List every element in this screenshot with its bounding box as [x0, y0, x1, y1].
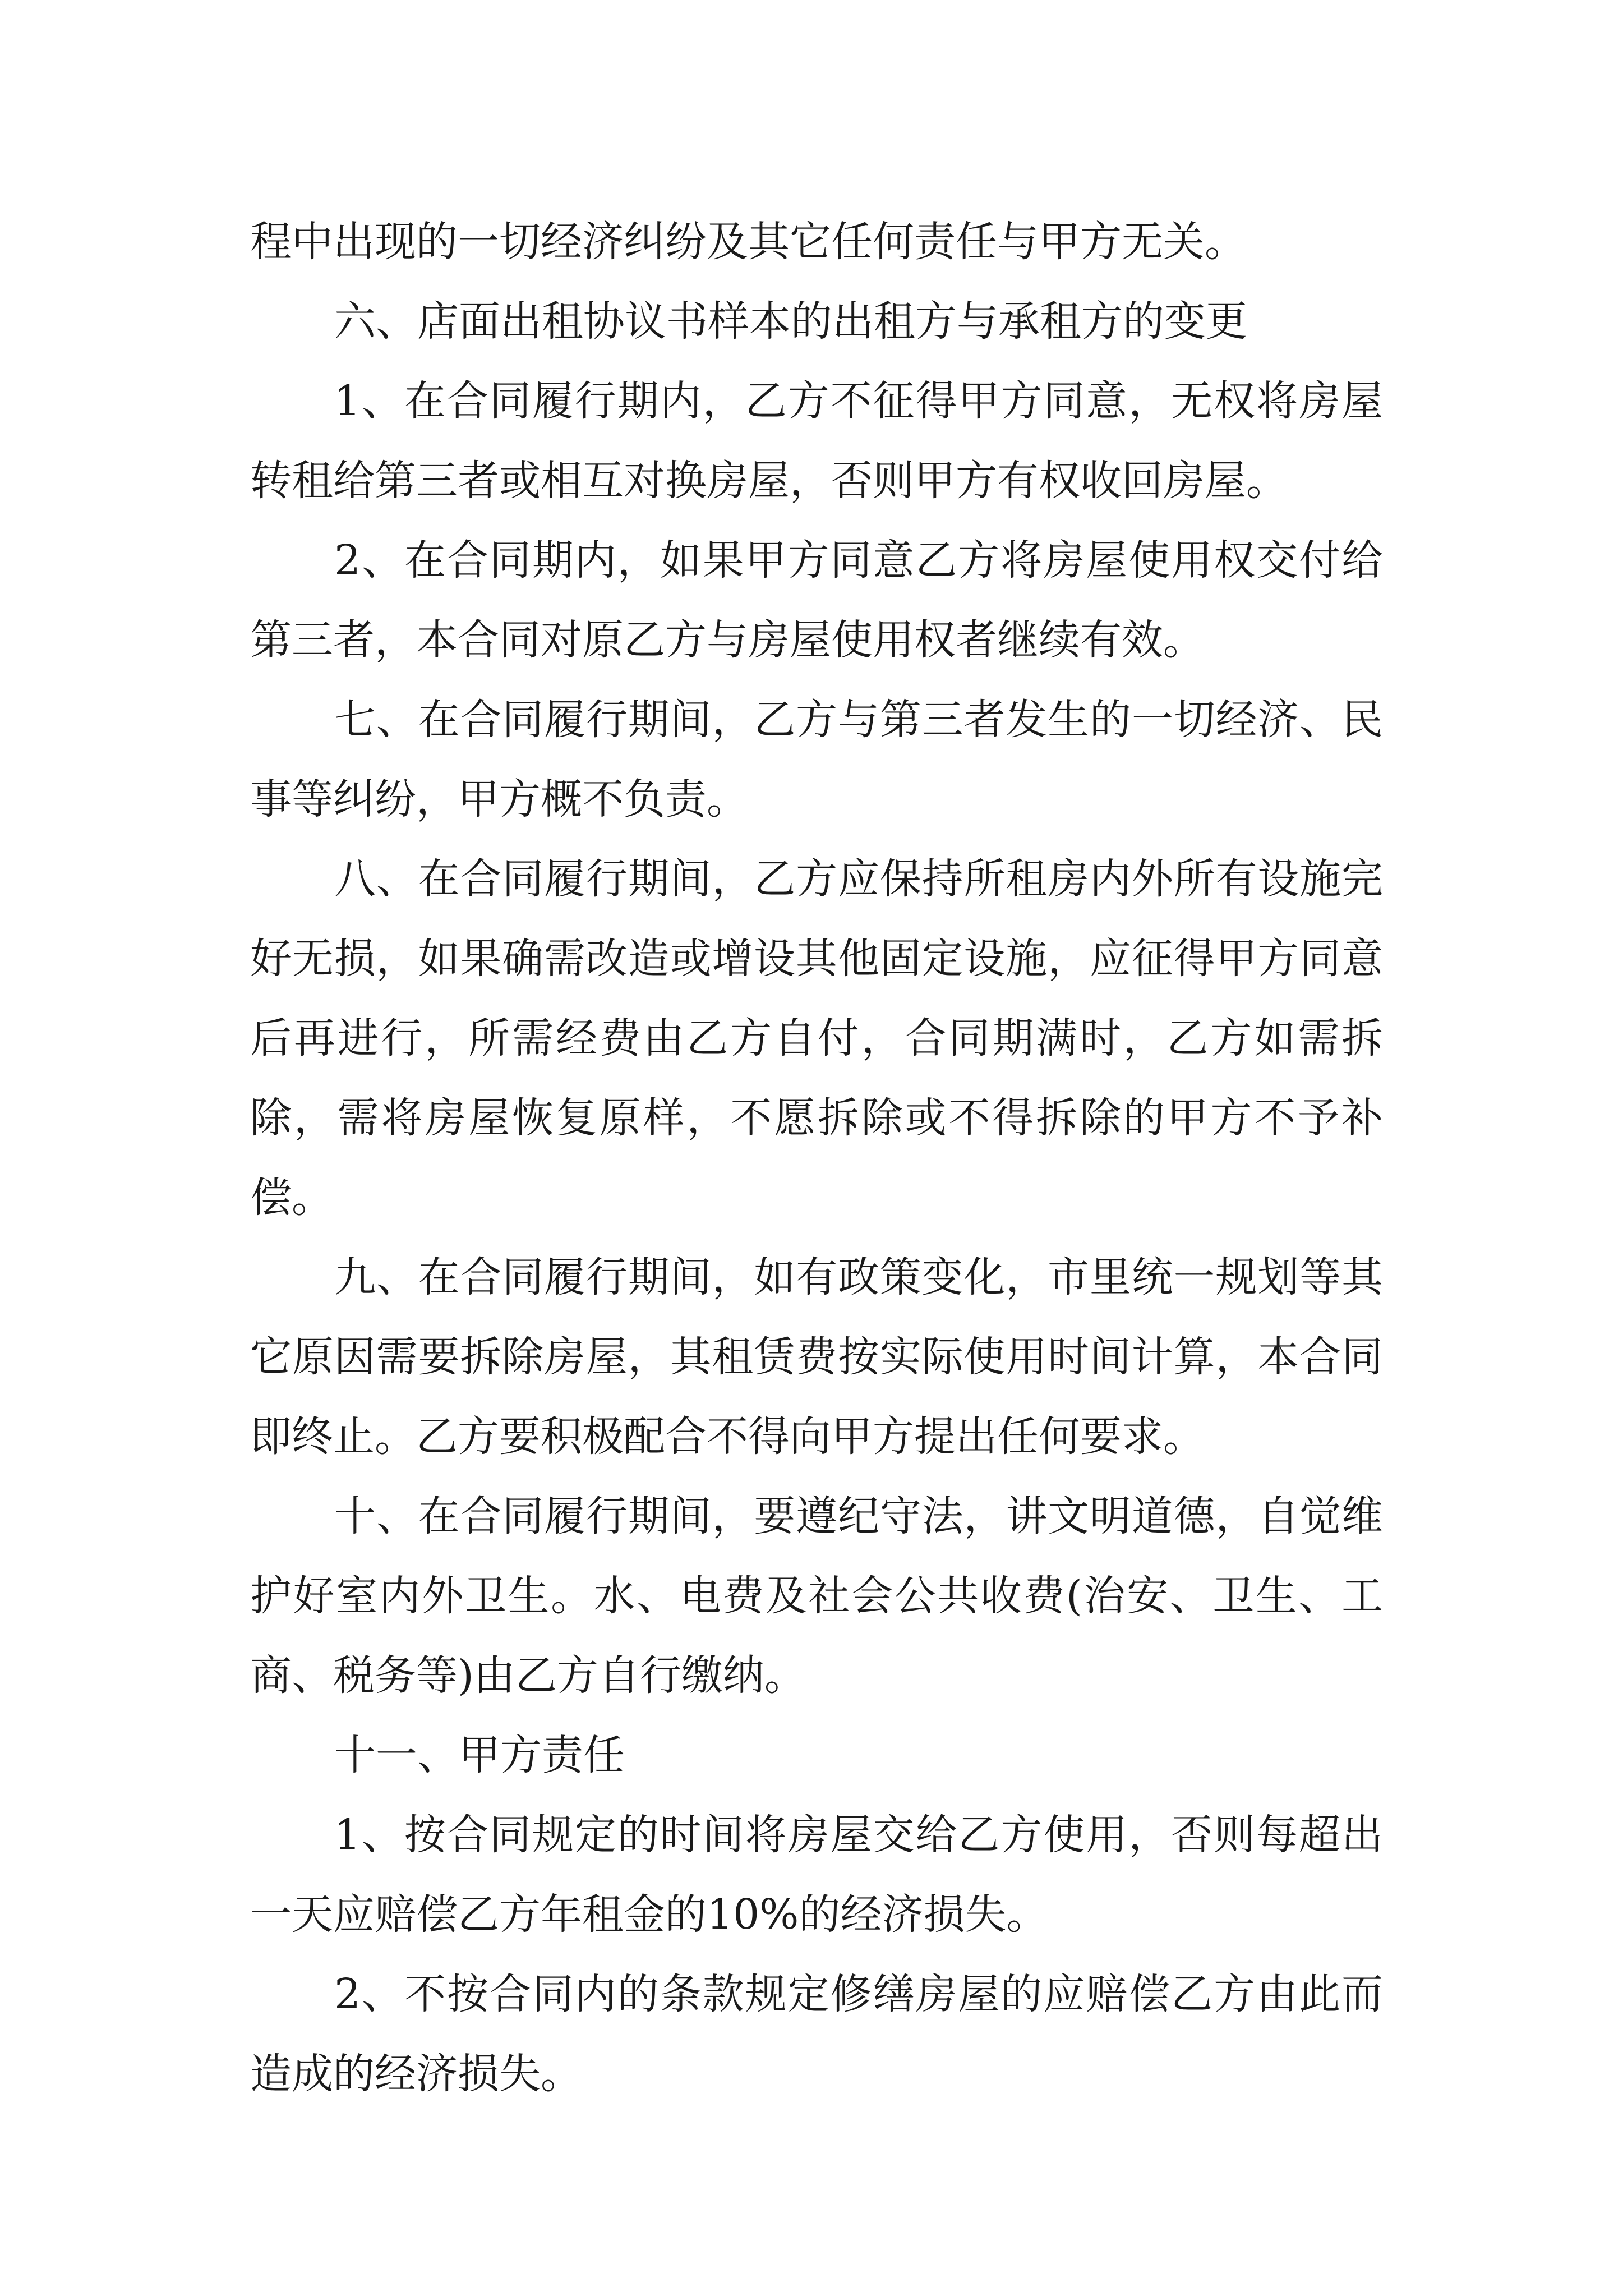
paragraph-section-6-item-2: 2、在合同期内，如果甲方同意乙方将房屋使用权交付给第三者，本合同对原乙方与房屋使用权者继续有效。: [250, 536, 1383, 664]
paragraph-section-11-heading: 十一、甲方责任: [334, 1731, 625, 1779]
paragraph-section-11-item-2: 2、不按合同内的条款规定修缮房屋的应赔偿乙方由此而造成的经济损失。: [250, 1970, 1383, 2098]
paragraph-continuation: 程中出现的一切经济纠纷及其它任何责任与甲方无关。: [250, 218, 1246, 266]
paragraph-section-11-item-1: 1、按合同规定的时间将房屋交给乙方使用，否则每超出一天应赔偿乙方年租金的10%的经济损失。: [250, 1811, 1383, 1939]
paragraph-section-6-item-1: 1、在合同履行期内，乙方不征得甲方同意，无权将房屋转租给第三者或相互对换房屋，否则甲方有权收回房屋。: [250, 377, 1383, 505]
document-body: [250, 202, 1383, 2114]
paragraph-section-7: 七、在合同履行期间，乙方与第三者发生的一切经济、民事等纠纷，甲方概不负责。: [250, 696, 1383, 823]
paragraph-section-6-heading: 六、店面出租协议书样本的出租方与承租方的变更: [334, 297, 1247, 346]
paragraph-section-8: 八、在合同履行期间，乙方应保持所租房内外所有设施完好无损，如果确需改造或增设其他固定设施，应征得甲方同意后再进行，所需经费由乙方自付，合同期满时，乙方如需拆除，需将房屋恢复原样，不愿拆除或不得拆除的甲方不予补偿。: [250, 855, 1383, 1222]
paragraph-section-10: 十、在合同履行期间，要遵纪守法，讲文明道德，自觉维护好室内外卫生。水、电费及社会公共收费(治安、卫生、工商、税务等)由乙方自行缴纳。: [250, 1492, 1383, 1700]
paragraph-section-9: 九、在合同履行期间，如有政策变化，市里统一规划等其它原因需要拆除房屋，其租赁费按实际使用时间计算，本合同即终止。乙方要积极配合不得向甲方提出任何要求。: [250, 1253, 1383, 1461]
